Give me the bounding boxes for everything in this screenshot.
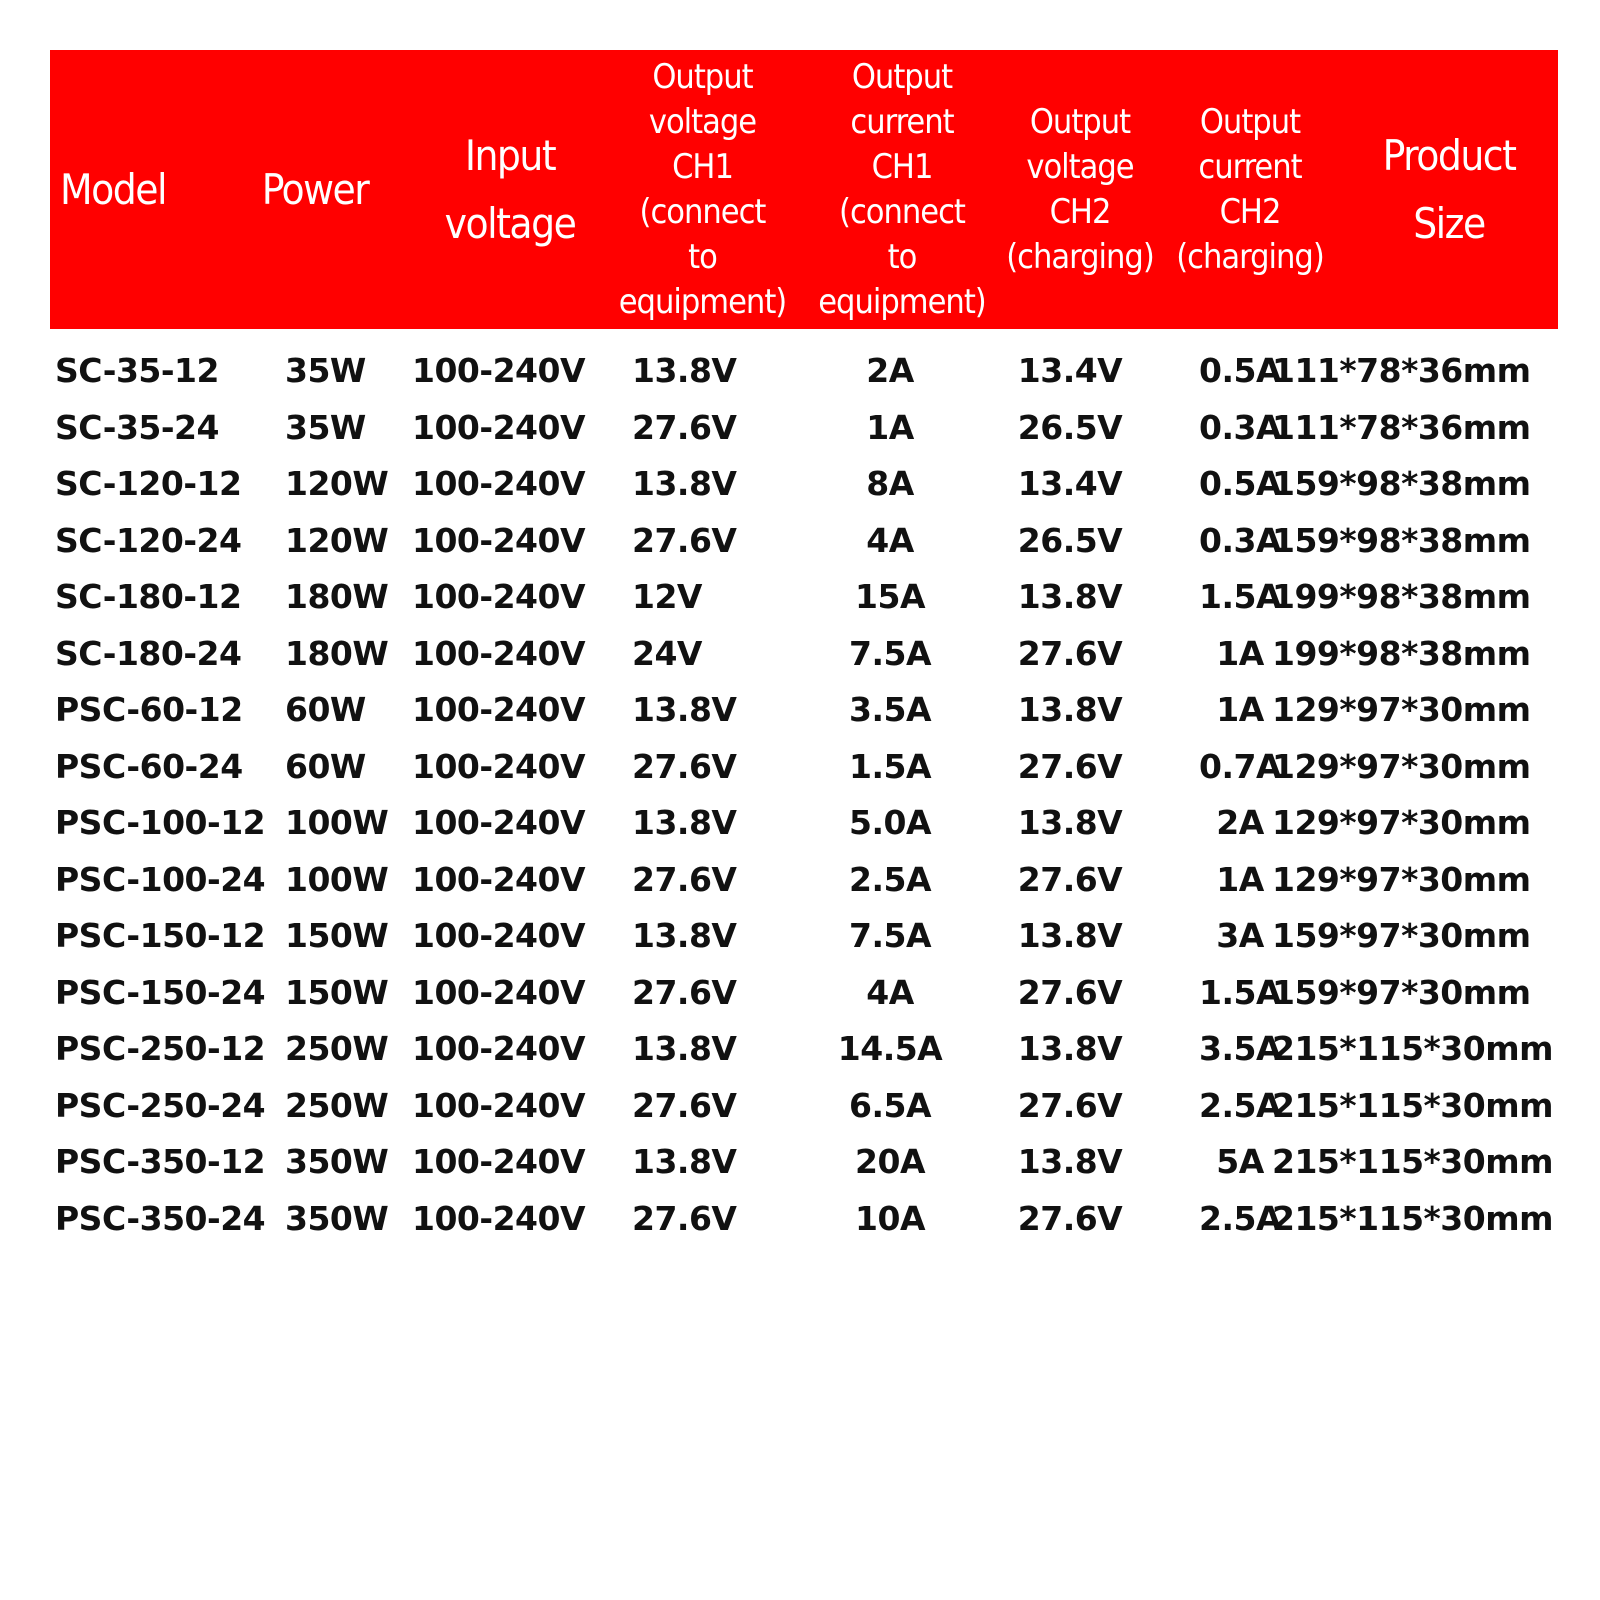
header-output-current-ch1: Output current CH1 (connect to equipment) <box>818 56 986 322</box>
model-cell: PSC-350-24 <box>55 1198 266 1238</box>
model-cell: PSC-350-12 <box>55 1142 266 1181</box>
output-voltage-ch1-cell: 27.6V <box>632 746 737 786</box>
table-row <box>50 513 1558 570</box>
spec-table <box>50 50 1558 1247</box>
output-voltage-ch1-cell: 27.6V <box>632 407 737 447</box>
power-cell: 150W <box>285 916 389 955</box>
input-voltage-cell: 100-240V <box>412 633 586 673</box>
product-size-cell: 159*97*30mm <box>1272 972 1531 1012</box>
header-power: Power <box>261 164 369 214</box>
power-cell: 250W <box>285 1085 389 1125</box>
input-voltage-cell: 100-240V <box>412 464 586 503</box>
input-voltage-cell: 100-240V <box>412 1198 586 1238</box>
output-voltage-ch1-cell: 13.8V <box>632 690 737 729</box>
model-cell: PSC-250-12 <box>55 1029 266 1068</box>
input-voltage-cell: 100-240V <box>412 1142 586 1181</box>
output-current-ch1-cell: 4A <box>866 520 914 560</box>
product-size-cell: 199*98*38mm <box>1272 577 1531 616</box>
output-current-ch1-cell: 10A <box>855 1198 925 1238</box>
model-cell: SC-35-12 <box>55 351 219 390</box>
output-current-ch1-cell: 3.5A <box>849 690 931 729</box>
header-output-voltage-ch2: Output voltage CH2 (charging) <box>1006 101 1154 277</box>
input-voltage-cell: 100-240V <box>412 1085 586 1125</box>
table-row <box>50 626 1558 683</box>
output-current-ch2-cell: 1A <box>1216 690 1264 729</box>
product-size-cell: 159*97*30mm <box>1272 916 1531 955</box>
output-current-ch2-cell: 0.3A <box>1199 520 1281 560</box>
power-cell: 35W <box>285 351 366 390</box>
output-current-ch1-cell: 20A <box>855 1142 925 1181</box>
output-current-ch2-cell: 0.3A <box>1199 407 1281 447</box>
model-cell: SC-120-12 <box>55 464 242 503</box>
power-cell: 250W <box>285 1029 389 1068</box>
output-current-ch2-cell: 3.5A <box>1199 1029 1281 1068</box>
product-size-cell: 129*97*30mm <box>1272 746 1531 786</box>
output-current-ch2-cell: 1A <box>1216 633 1264 673</box>
output-voltage-ch1-cell: 27.6V <box>632 972 737 1012</box>
output-current-ch1-cell: 2A <box>866 351 914 390</box>
output-current-ch2-cell: 3A <box>1216 916 1264 955</box>
table-row <box>50 682 1558 739</box>
model-cell: PSC-250-24 <box>55 1085 266 1125</box>
model-cell: PSC-150-24 <box>55 972 266 1012</box>
output-voltage-ch2-cell: 13.4V <box>1017 464 1123 503</box>
power-cell: 180W <box>285 633 389 673</box>
table-row <box>50 739 1558 796</box>
output-current-ch1-cell: 14.5A <box>837 1029 943 1068</box>
table-row <box>50 456 1558 513</box>
output-voltage-ch2-cell: 26.5V <box>1017 407 1123 447</box>
table-row <box>50 965 1558 1022</box>
table-row <box>50 852 1558 909</box>
model-cell: PSC-60-24 <box>55 746 243 786</box>
model-cell: SC-180-24 <box>55 633 242 673</box>
model-cell: SC-180-12 <box>55 577 242 616</box>
output-voltage-ch1-cell: 12V <box>632 577 702 616</box>
header-model: Model <box>60 164 166 214</box>
product-size-cell: 159*98*38mm <box>1272 464 1531 503</box>
output-current-ch2-cell: 2.5A <box>1199 1085 1281 1125</box>
table-row <box>50 1021 1558 1078</box>
output-voltage-ch2-cell: 13.8V <box>1017 916 1123 955</box>
output-voltage-ch2-cell: 13.8V <box>1017 1029 1123 1068</box>
output-current-ch1-cell: 6.5A <box>849 1085 931 1125</box>
output-voltage-ch1-cell: 24V <box>632 633 702 673</box>
table-row <box>50 400 1558 457</box>
model-cell: PSC-60-12 <box>55 690 243 729</box>
output-voltage-ch2-cell: 27.6V <box>1017 1085 1123 1125</box>
table-row <box>50 569 1558 626</box>
output-current-ch1-cell: 15A <box>855 577 925 616</box>
output-current-ch2-cell: 1A <box>1216 859 1264 899</box>
output-current-ch2-cell: 0.7A <box>1199 746 1281 786</box>
input-voltage-cell: 100-240V <box>412 916 586 955</box>
product-size-cell: 215*115*30mm <box>1272 1029 1553 1068</box>
output-voltage-ch2-cell: 27.6V <box>1017 746 1123 786</box>
output-current-ch2-cell: 5A <box>1216 1142 1264 1181</box>
table-row <box>50 1078 1558 1135</box>
output-current-ch2-cell: 0.5A <box>1199 464 1281 503</box>
output-voltage-ch1-cell: 13.8V <box>632 1029 737 1068</box>
input-voltage-cell: 100-240V <box>412 859 586 899</box>
table-row <box>50 343 1558 400</box>
model-cell: PSC-150-12 <box>55 916 266 955</box>
output-voltage-ch1-cell: 13.8V <box>632 464 737 503</box>
output-voltage-ch2-cell: 13.4V <box>1017 351 1123 390</box>
product-size-cell: 111*78*36mm <box>1272 351 1531 390</box>
table-row <box>50 1191 1558 1248</box>
header-input-voltage: Input voltage <box>444 130 576 248</box>
output-voltage-ch2-cell: 26.5V <box>1017 520 1123 560</box>
output-voltage-ch2-cell: 27.6V <box>1017 859 1123 899</box>
model-cell: SC-35-24 <box>55 407 219 447</box>
power-cell: 60W <box>285 746 366 786</box>
output-voltage-ch2-cell: 13.8V <box>1017 803 1123 842</box>
output-voltage-ch2-cell: 27.6V <box>1017 633 1123 673</box>
power-cell: 35W <box>285 407 366 447</box>
output-voltage-ch2-cell: 13.8V <box>1017 1142 1123 1181</box>
output-current-ch2-cell: 0.5A <box>1199 351 1281 390</box>
model-cell: SC-120-24 <box>55 520 242 560</box>
product-size-cell: 129*97*30mm <box>1272 859 1531 899</box>
output-current-ch1-cell: 4A <box>866 972 914 1012</box>
table-header <box>50 50 1558 329</box>
power-cell: 120W <box>285 520 389 560</box>
output-voltage-ch1-cell: 13.8V <box>632 803 737 842</box>
input-voltage-cell: 100-240V <box>412 351 586 390</box>
output-current-ch1-cell: 1.5A <box>849 746 931 786</box>
output-voltage-ch1-cell: 13.8V <box>632 351 737 390</box>
table-row <box>50 908 1558 965</box>
output-current-ch1-cell: 7.5A <box>849 633 931 673</box>
power-cell: 350W <box>285 1142 389 1181</box>
power-cell: 120W <box>285 464 389 503</box>
product-size-cell: 199*98*38mm <box>1272 633 1531 673</box>
product-size-cell: 129*97*30mm <box>1272 803 1531 842</box>
output-current-ch2-cell: 1.5A <box>1199 972 1281 1012</box>
output-current-ch2-cell: 2A <box>1216 803 1264 842</box>
output-current-ch1-cell: 7.5A <box>849 916 931 955</box>
table-row <box>50 795 1558 852</box>
output-voltage-ch2-cell: 27.6V <box>1017 972 1123 1012</box>
header-output-current-ch2: Output current CH2 (charging) <box>1176 101 1324 277</box>
output-voltage-ch1-cell: 27.6V <box>632 1198 737 1238</box>
input-voltage-cell: 100-240V <box>412 577 586 616</box>
product-size-cell: 129*97*30mm <box>1272 690 1531 729</box>
model-cell: PSC-100-24 <box>55 859 266 899</box>
output-current-ch1-cell: 8A <box>866 464 914 503</box>
power-cell: 350W <box>285 1198 389 1238</box>
header-output-voltage-ch1: Output voltage CH1 (connect to equipment) <box>618 56 787 322</box>
input-voltage-cell: 100-240V <box>412 1029 586 1068</box>
output-voltage-ch1-cell: 27.6V <box>632 859 737 899</box>
output-current-ch1-cell: 1A <box>866 407 914 447</box>
product-size-cell: 111*78*36mm <box>1272 407 1531 447</box>
power-cell: 150W <box>285 972 389 1012</box>
input-voltage-cell: 100-240V <box>412 746 586 786</box>
header-product-size: Product Size <box>1382 130 1516 248</box>
power-cell: 60W <box>285 690 366 729</box>
input-voltage-cell: 100-240V <box>412 803 586 842</box>
product-size-cell: 159*98*38mm <box>1272 520 1531 560</box>
input-voltage-cell: 100-240V <box>412 407 586 447</box>
power-cell: 100W <box>285 803 389 842</box>
product-size-cell: 215*115*30mm <box>1272 1198 1553 1238</box>
output-voltage-ch2-cell: 13.8V <box>1017 577 1123 616</box>
output-voltage-ch2-cell: 13.8V <box>1017 690 1123 729</box>
input-voltage-cell: 100-240V <box>412 520 586 560</box>
output-current-ch1-cell: 2.5A <box>849 859 931 899</box>
model-cell: PSC-100-12 <box>55 803 266 842</box>
power-cell: 180W <box>285 577 389 616</box>
output-current-ch2-cell: 2.5A <box>1199 1198 1281 1238</box>
product-size-cell: 215*115*30mm <box>1272 1085 1553 1125</box>
input-voltage-cell: 100-240V <box>412 972 586 1012</box>
input-voltage-cell: 100-240V <box>412 690 586 729</box>
power-cell: 100W <box>285 859 389 899</box>
output-voltage-ch2-cell: 27.6V <box>1017 1198 1123 1238</box>
output-voltage-ch1-cell: 27.6V <box>632 1085 737 1125</box>
output-voltage-ch1-cell: 27.6V <box>632 520 737 560</box>
table-row <box>50 1134 1558 1191</box>
output-current-ch2-cell: 1.5A <box>1199 577 1281 616</box>
table-body <box>50 343 1558 1247</box>
product-size-cell: 215*115*30mm <box>1272 1142 1553 1181</box>
output-voltage-ch1-cell: 13.8V <box>632 916 737 955</box>
output-current-ch1-cell: 5.0A <box>849 803 931 842</box>
output-voltage-ch1-cell: 13.8V <box>632 1142 737 1181</box>
